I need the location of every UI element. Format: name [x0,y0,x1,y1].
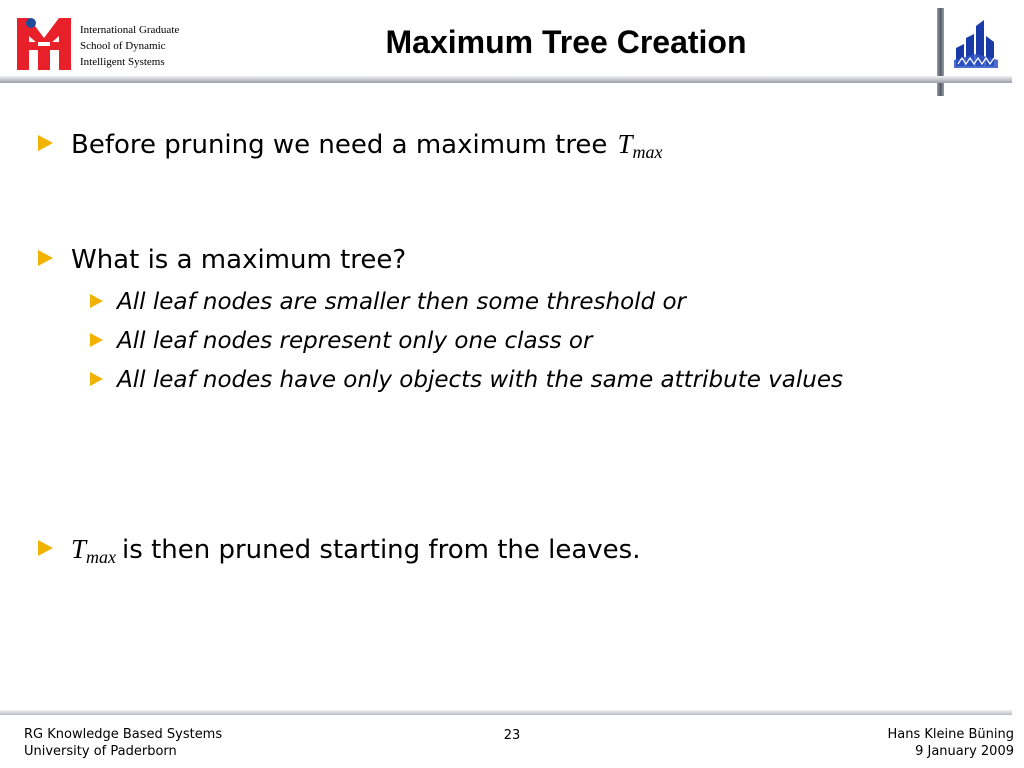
sub-bullet-text: All leaf nodes represent only one class or [117,328,593,354]
footer-divider [0,710,1012,715]
bullet-t-max-pruned [38,533,640,573]
organization-name [80,22,179,70]
sub-bullet-arrow-icon [90,333,103,347]
footer-date: 9 January 2009 [915,744,1014,759]
bullet-text: is then pruned starting from the leaves. [122,535,641,565]
sub-bullet-arrow-icon [90,372,103,386]
sub-bullet-text: All leaf nodes are smaller then some threshold or [117,289,686,315]
page-number: 23 [503,728,521,743]
university-paderborn-logo-icon [952,14,1000,70]
sub-bullet [90,366,843,394]
footer-group-info [24,726,222,760]
org-line: Intelligent Systems [80,56,165,68]
footer-author-info [887,726,1014,760]
bullet-text: Before pruning we need a maximum tree [71,130,608,160]
sub-bullet-arrow-icon [90,294,103,308]
slide-title: Maximum Tree Creation [385,24,747,60]
bullet-arrow-icon [38,250,53,266]
math-t-max [71,533,116,573]
bullet-before-pruning [38,128,662,168]
math-t-max [617,128,662,168]
sub-bullet [90,327,592,355]
bullet-arrow-icon [38,135,53,151]
math-subscript: max [86,547,117,567]
ih-monogram-logo-icon [15,14,73,72]
sub-bullet [90,288,686,316]
math-base: T [617,129,633,159]
org-line: International Graduate [80,24,180,36]
bullet-arrow-icon [38,540,53,556]
sub-bullet-text: All leaf nodes have only objects with the same attribute values [117,367,843,393]
math-base: T [71,534,87,564]
math-subscript: max [632,142,663,162]
footer-author: Hans Kleine Büning [887,727,1014,742]
org-line: School of Dynamic [80,40,166,52]
footer-university: University of Paderborn [24,744,177,759]
bullet-what-is-maximum-tree [38,244,406,276]
header-horizontal-divider [0,76,1012,83]
footer-group-name: RG Knowledge Based Systems [24,727,223,742]
bullet-text: What is a maximum tree? [71,245,407,275]
